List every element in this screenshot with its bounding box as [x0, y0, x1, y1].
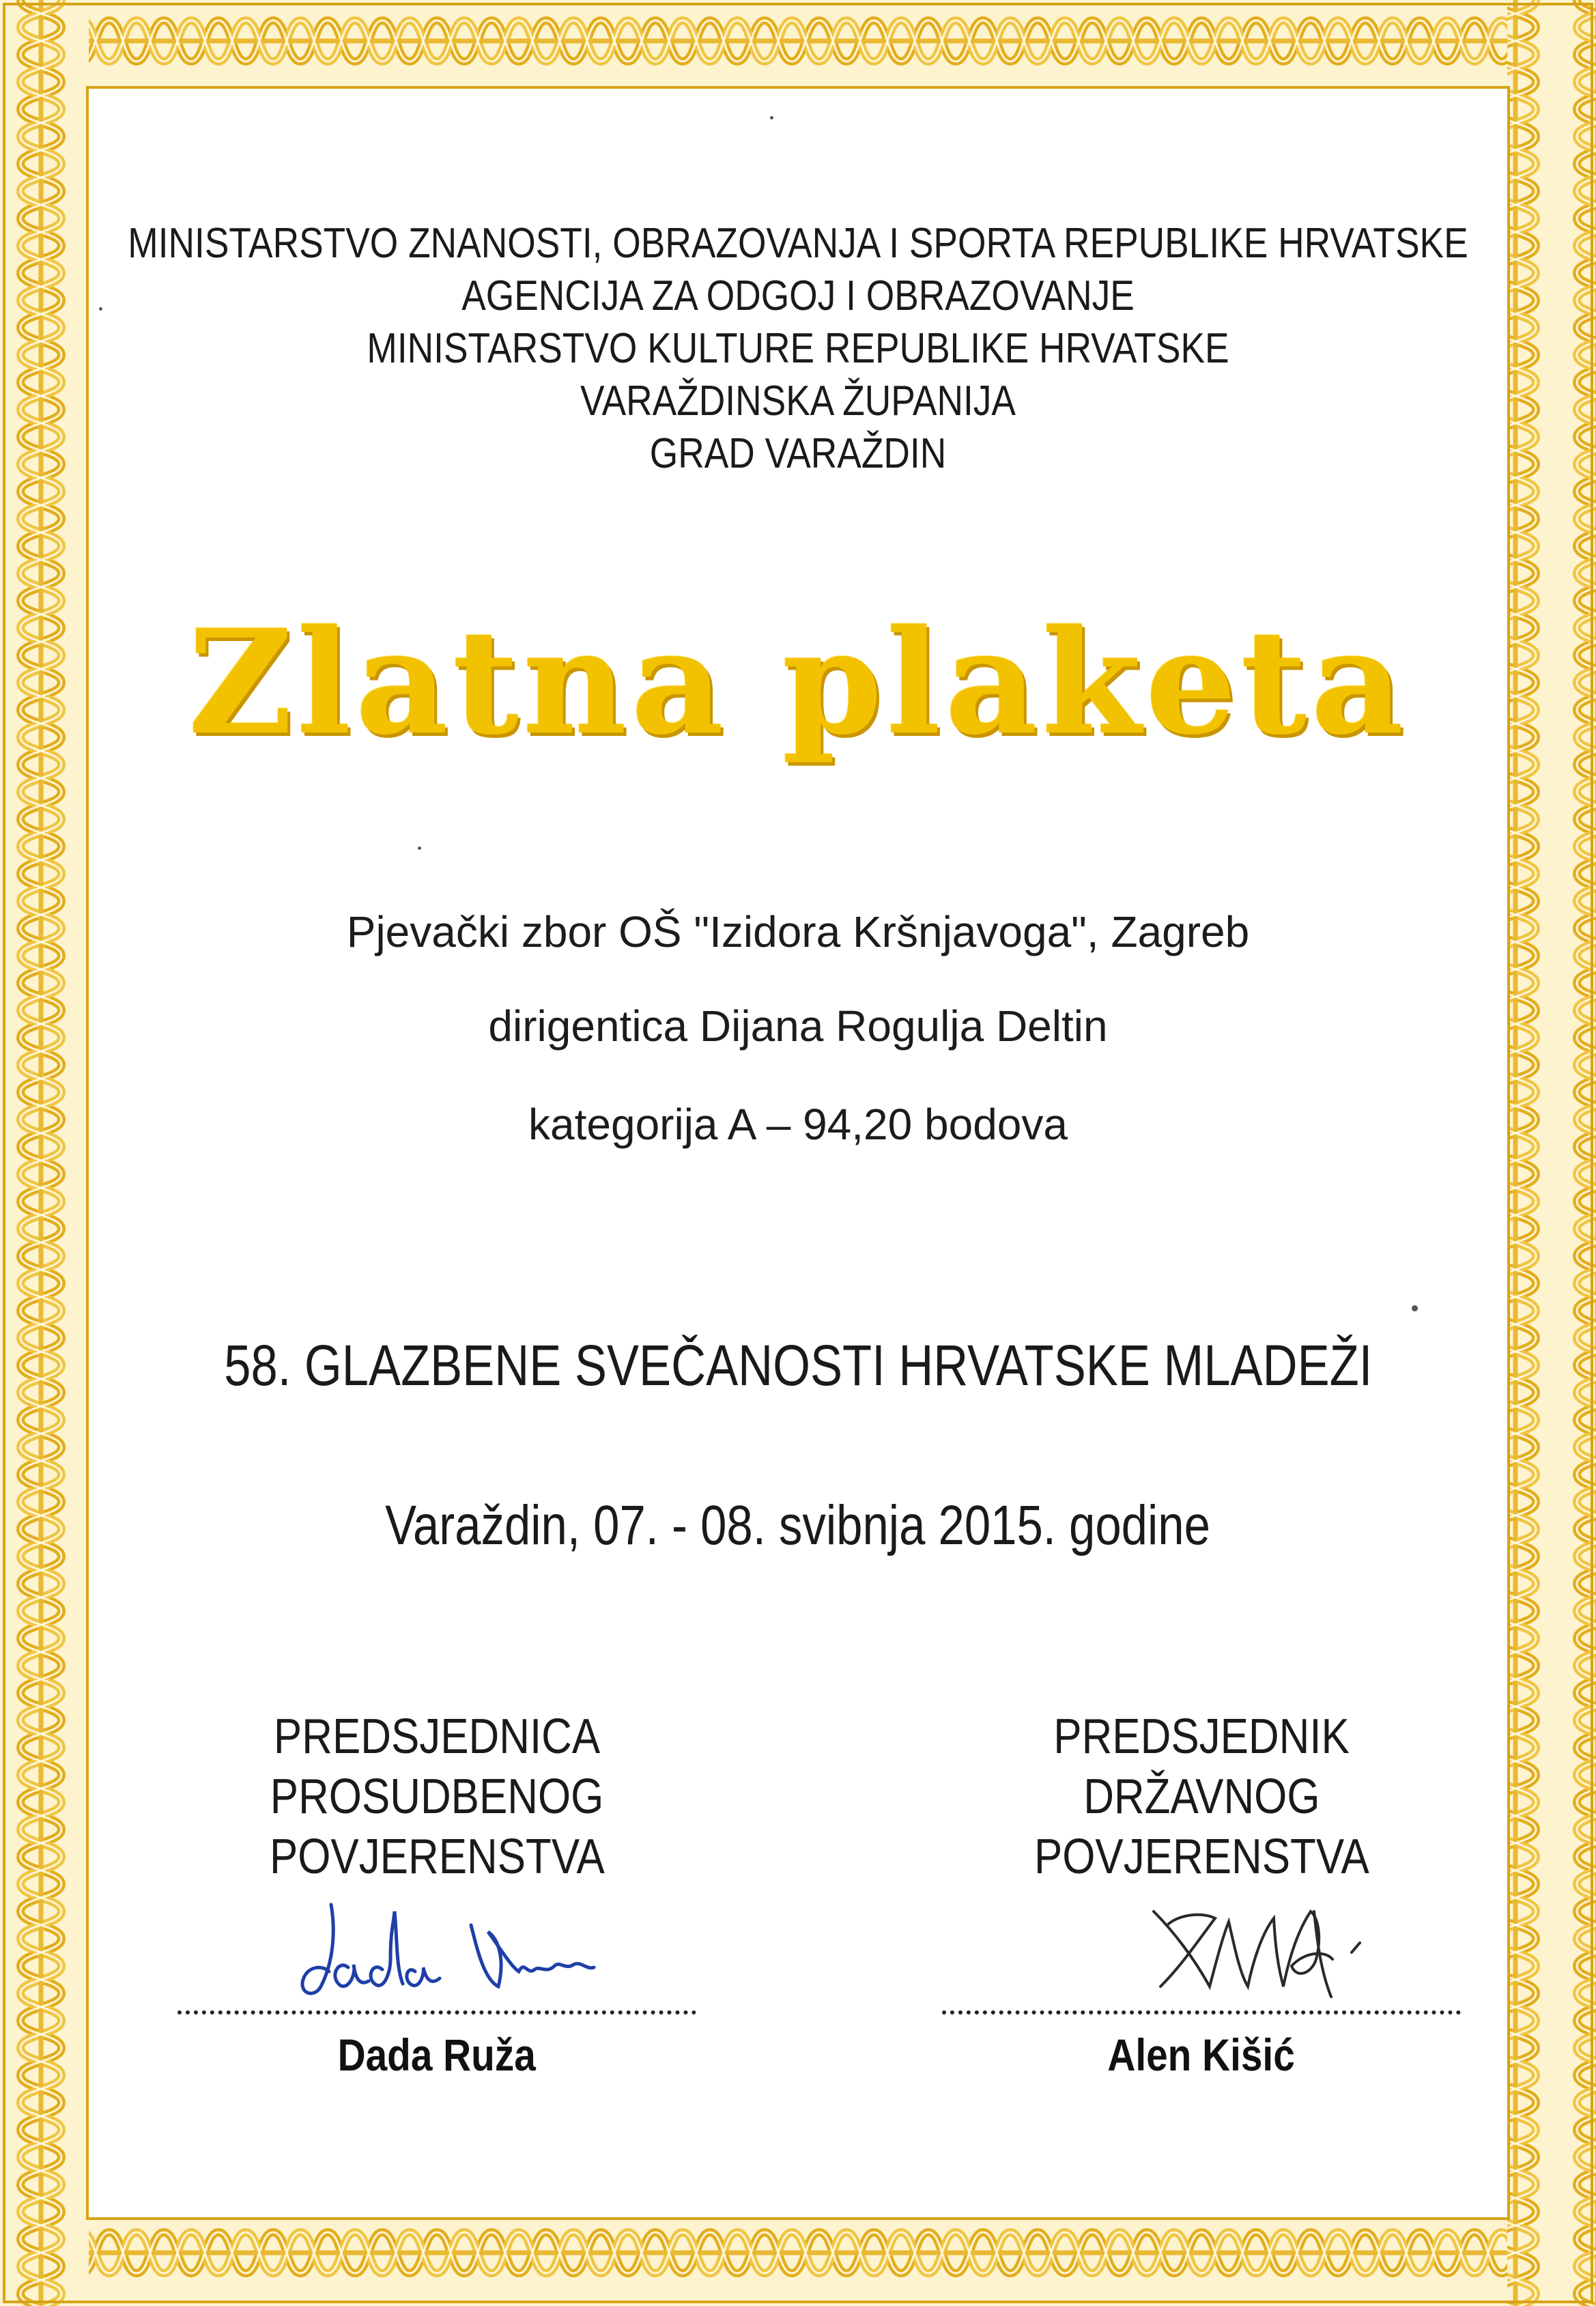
recipient-conductor: dirigentica Dijana Rogulja Deltin	[488, 1001, 1108, 1051]
handwritten-signature-right	[942, 1884, 1461, 2007]
award-title: Zlatna plaketa	[188, 598, 1408, 767]
event-title	[0, 1331, 1596, 1399]
signatory-role-text: DRŽAVNOG	[1083, 1769, 1320, 1824]
signatory-role-line	[942, 1767, 1461, 1827]
signature-block-right	[942, 1707, 1461, 2080]
scan-speck	[418, 846, 421, 850]
signatory-role-line	[942, 1707, 1461, 1767]
signatory-name-left	[177, 2027, 696, 2082]
recipient-category: kategorija A – 94,20 bodova	[528, 1100, 1068, 1149]
signatory-role-line	[177, 1827, 696, 1887]
signature-line	[177, 2010, 696, 2015]
issuer-line: MINISTARSTVO KULTURE REPUBLIKE HRVATSKE	[367, 325, 1229, 372]
signatory-name-text: Alen Kišić	[1107, 2030, 1296, 2080]
signatory-role-text: POVJERENSTVA	[1034, 1830, 1369, 1884]
signatory-role-line	[942, 1827, 1461, 1887]
event-place-date	[0, 1492, 1596, 1560]
scan-speck	[99, 307, 102, 311]
signatory-role-line	[177, 1707, 696, 1767]
signatory-role-text: PROSUDBENOG	[270, 1769, 604, 1824]
signatory-name-right	[942, 2027, 1461, 2082]
scan-speck	[1412, 1305, 1418, 1311]
handwritten-signature-left	[177, 1884, 696, 2007]
issuer-line: GRAD VARAŽDIN	[649, 430, 947, 477]
issuers-block	[0, 217, 1596, 480]
signatory-role-line	[177, 1767, 696, 1827]
signatory-role-text: POVJERENSTVA	[269, 1830, 605, 1884]
signature-line	[942, 2010, 1461, 2015]
recipient-choir: Pjevački zbor OŠ "Izidora Kršnjavoga", Zagreb	[346, 907, 1250, 956]
signatory-role-text: PREDSJEDNICA	[273, 1709, 601, 1764]
signature-block-left	[177, 1707, 696, 2080]
issuer-line: MINISTARSTVO ZNANOSTI, OBRAZOVANJA I SPORTA REPUBLIKE HRVATSKE	[128, 220, 1468, 267]
event-place-date-text: Varaždin, 07. - 08. svibnja 2015. godine	[385, 1494, 1211, 1556]
event-title-text: 58. GLAZBENE SVEČANOSTI HRVATSKE MLADEŽI	[223, 1333, 1373, 1397]
issuer-line: VARAŽDINSKA ŽUPANIJA	[580, 378, 1016, 425]
signatory-name-text: Dada Ruža	[337, 2030, 537, 2080]
issuer-line: AGENCIJA ZA ODGOJ I OBRAZOVANJE	[461, 272, 1135, 319]
scan-speck	[770, 116, 773, 119]
signatory-role-text: PREDSJEDNIK	[1053, 1709, 1350, 1764]
